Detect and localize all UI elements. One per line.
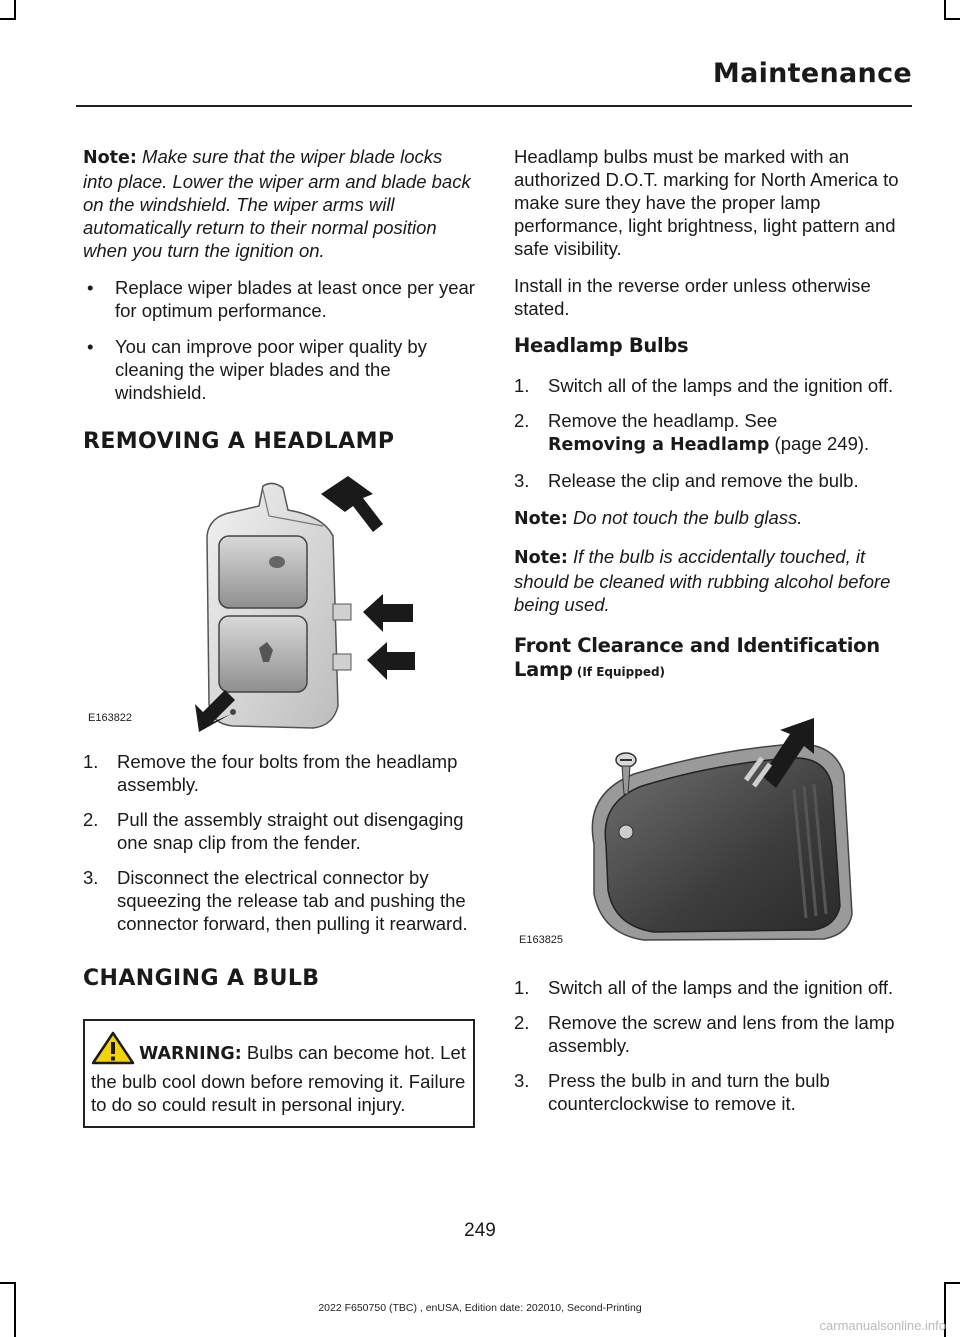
note-label: Note: bbox=[514, 509, 568, 529]
clearance-lamp-steps bbox=[514, 976, 909, 1115]
clearance-lamp-illustration bbox=[514, 694, 906, 956]
crop-mark bbox=[944, 1282, 960, 1284]
list-item-text: Replace wiper blades at least once per year for optimum performance. bbox=[115, 277, 475, 321]
if-equipped-label: (If Equipped) bbox=[572, 665, 666, 679]
step-number: 2. bbox=[514, 410, 530, 431]
step-text: Press the bulb in and turn the bulb counterclockwise to remove it. bbox=[548, 1070, 830, 1114]
headlamp-illustration bbox=[83, 476, 475, 734]
list-item bbox=[514, 374, 909, 397]
arrow-icon bbox=[321, 476, 383, 532]
page-header-title: Maintenance bbox=[712, 58, 912, 89]
step-text: Remove the screw and lens from the lamp assembly. bbox=[548, 1012, 895, 1056]
subheading-text: Front Clearance and Identification Lamp bbox=[514, 634, 880, 681]
bullet-icon: • bbox=[87, 336, 94, 357]
edition-footer: 2022 F650750 (TBC) , enUSA, Edition date: 202010, Second-Printing bbox=[318, 1302, 642, 1314]
note-text: Do not touch the bulb glass. bbox=[567, 507, 803, 528]
warning-triangle-icon bbox=[91, 1031, 135, 1070]
step-text: Pull the assembly straight out disengaging one snap clip from the fender. bbox=[117, 809, 464, 853]
crop-mark bbox=[944, 0, 946, 20]
upper-bulb-socket bbox=[269, 556, 285, 568]
page-number: 249 bbox=[464, 1220, 496, 1241]
warning-text: Bulbs can become hot. Let the bulb cool down before removing it. Failure to do so could result in personal injury. bbox=[91, 1042, 466, 1115]
crop-mark bbox=[14, 0, 16, 20]
step-number: 1. bbox=[514, 977, 530, 998]
headlamp-removal-steps bbox=[83, 750, 475, 935]
list-item bbox=[83, 808, 475, 854]
crop-mark bbox=[0, 18, 16, 20]
screw-hole bbox=[619, 825, 633, 839]
crop-mark bbox=[944, 18, 960, 20]
arrow-icon bbox=[367, 642, 415, 680]
step-text: Remove the headlamp. See bbox=[548, 410, 778, 431]
note-text: If the bulb is accidentally touched, it should be cleaned with rubbing alcohol before being used. bbox=[514, 546, 891, 615]
headlamp-removal-figure bbox=[83, 476, 475, 734]
warning-label: WARNING: bbox=[139, 1044, 242, 1064]
section-heading-removing-headlamp: REMOVING A HEADLAMP bbox=[83, 429, 395, 454]
headlamp-bulb-steps bbox=[514, 374, 909, 492]
step-text: Switch all of the lamps and the ignition off. bbox=[548, 375, 894, 396]
reverse-order-paragraph: Install in the reverse order unless otherwise stated. bbox=[514, 275, 871, 319]
list-item bbox=[514, 976, 909, 999]
right-column bbox=[514, 145, 909, 1129]
step-number: 3. bbox=[514, 470, 530, 491]
crop-mark bbox=[0, 1282, 16, 1284]
step-text: Switch all of the lamps and the ignition off. bbox=[548, 977, 894, 998]
step-text: Remove the four bolts from the headlamp assembly. bbox=[117, 751, 458, 795]
list-item bbox=[83, 335, 475, 404]
mounting-tab bbox=[333, 654, 351, 670]
subheading-clearance-lamp bbox=[514, 634, 909, 684]
page-reference: (page 249). bbox=[769, 433, 870, 454]
step-number: 2. bbox=[83, 809, 99, 830]
clearance-lamp-figure bbox=[514, 694, 906, 956]
figure-id: E163822 bbox=[88, 712, 133, 724]
step-number: 1. bbox=[83, 751, 99, 772]
step-number: 1. bbox=[514, 375, 530, 396]
figure-id: E163825 bbox=[519, 934, 564, 946]
note-label: Note: bbox=[514, 548, 568, 568]
step-text: Disconnect the electrical connector by squeezing the release tab and pushing the connector forward, then pulling it rearward. bbox=[117, 867, 468, 934]
step-number: 2. bbox=[514, 1012, 530, 1033]
arrow-icon bbox=[363, 594, 413, 632]
warning-box bbox=[83, 1019, 475, 1128]
list-item bbox=[514, 409, 909, 457]
subheading-headlamp-bulbs: Headlamp Bulbs bbox=[514, 334, 689, 357]
list-item bbox=[83, 750, 475, 796]
wiper-note bbox=[83, 145, 475, 262]
dot-marking-paragraph: Headlamp bulbs must be marked with an authorized D.O.T. marking for North America to make sure they have the proper lamp performance, light brightness, light pattern and safe visibility. bbox=[514, 146, 899, 259]
section-heading-changing-bulb: CHANGING A BULB bbox=[83, 966, 320, 991]
alcohol-note bbox=[514, 545, 909, 616]
note-label: Note: bbox=[83, 148, 137, 168]
bolt-hole bbox=[230, 709, 236, 715]
cross-reference-link[interactable]: Removing a Headlamp bbox=[548, 435, 770, 455]
watermark: carmanualsonline.info bbox=[819, 1318, 946, 1333]
step-text: Release the clip and remove the bulb. bbox=[548, 470, 859, 491]
list-item bbox=[83, 866, 475, 935]
list-item bbox=[514, 469, 909, 492]
mounting-tab bbox=[333, 604, 351, 620]
header-divider bbox=[76, 105, 912, 107]
left-column bbox=[83, 145, 475, 1128]
list-item bbox=[514, 1011, 909, 1057]
step-number: 3. bbox=[83, 867, 99, 888]
upper-lens bbox=[219, 536, 307, 608]
bulb-glass-note bbox=[514, 506, 909, 531]
list-item bbox=[514, 1069, 909, 1115]
list-item-text: You can improve poor wiper quality by cleaning the wiper blades and the windshield. bbox=[115, 336, 427, 403]
list-item bbox=[83, 276, 475, 322]
note-text: Make sure that the wiper blade locks into place. Lower the wiper arm and blade back on the windshield. The wiper arms will automatically return to their normal position when you turn the ignition on. bbox=[83, 146, 471, 261]
wiper-tips-list bbox=[83, 276, 475, 404]
bullet-icon: • bbox=[87, 277, 94, 298]
step-number: 3. bbox=[514, 1070, 530, 1091]
